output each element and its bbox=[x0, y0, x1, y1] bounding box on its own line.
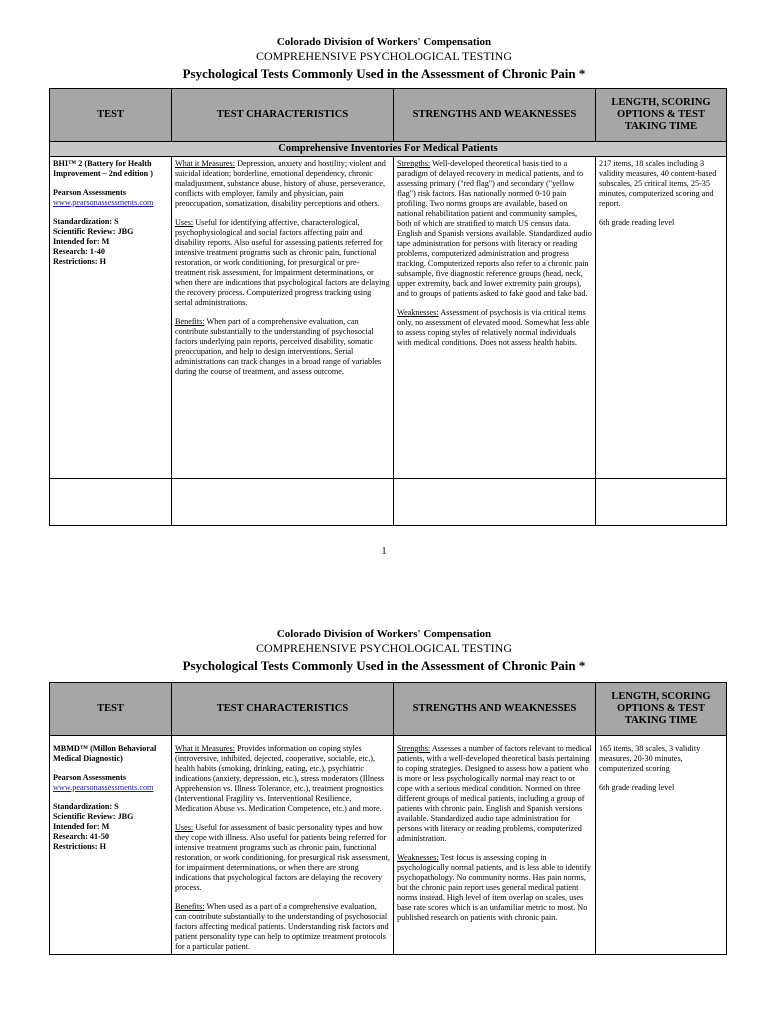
test-name: BHI™ 2 (Battery for Health Improvement – 2nd edition ) bbox=[53, 159, 153, 178]
reading-level: 6th grade reading level bbox=[599, 783, 675, 792]
col-header-characteristics: TEST CHARACTERISTICS bbox=[172, 89, 394, 142]
col-header-characteristics: TEST CHARACTERISTICS bbox=[172, 683, 394, 736]
org-name: Colorado Division of Workers' Compensation bbox=[276, 36, 492, 48]
weaknesses-label: Weaknesses: bbox=[397, 308, 439, 317]
standardization: Standardization: S bbox=[53, 802, 119, 811]
document-subtitle: COMPREHENSIVE PSYCHOLOGICAL TESTING bbox=[255, 49, 512, 63]
uses-text: Useful for assessment of basic personality types and how they cope with illness. Also useful for patients being referred for intensive treatment programs such as chronic pain, functional restoration, or work conditioning, for presurgical risk assessment, for impairment determinations, or when there are strong indications that psychological factors are delaying the recovery process. bbox=[175, 823, 390, 892]
document-title: Psychological Tests Commonly Used in the Assessment of Chronic Pain * bbox=[182, 66, 586, 81]
table-row bbox=[50, 157, 727, 479]
uses-label: Uses: bbox=[175, 218, 194, 227]
length-cell bbox=[596, 157, 727, 479]
page-header bbox=[0, 36, 768, 82]
measures-label: What it Measures: bbox=[175, 744, 236, 753]
measures-text: Depression, anxiety and hostility; violent and suicidal ideation; borderline, emotional dependency, chronic maladjustment, substance abuse, history of abuse, perseverance, conflicts with employer, family and physician, pain preoccupation, somatization, disability perceptions and others. bbox=[175, 159, 386, 208]
strengths-label: Strengths: bbox=[397, 159, 431, 168]
col-header-strengths: STRENGTHS AND WEAKNESSES bbox=[394, 683, 596, 736]
document-subtitle: COMPREHENSIVE PSYCHOLOGICAL TESTING bbox=[255, 641, 512, 655]
benefits-text: When part of a comprehensive evaluation, can contribute substantially to the understanding of psychosocial factors underlying pain reports, perceived disability, somatic preoccupation, and help to design interventions. Serial administrations can track changes in a broad range of variables during the course of treatment, and assess outcome. bbox=[175, 317, 382, 376]
publisher-link[interactable]: www.pearsonassessments.com bbox=[53, 783, 154, 792]
section-band-row bbox=[50, 142, 727, 157]
intended-for: Intended for: M bbox=[53, 237, 110, 246]
strengths-cell bbox=[394, 157, 596, 479]
col-header-length: LENGTH, SCORING OPTIONS & TEST TAKING TIME bbox=[596, 89, 727, 142]
publisher: Pearson Assessments bbox=[53, 773, 127, 782]
strengths-label: Strengths: bbox=[397, 744, 431, 753]
strengths-text: Well-developed theoretical basis tied to a paradigm of delayed recovery in medical patients, and to assessing primary ("red flag") and secondary ("yellow flag") risk factors. Has nationally normed 0-10 pain profiling. Two norms groups are available, based on national rehabilitation patient and community samples, both of which are stratified to match US census data. English and Spanish versions available. Standardized audio tape administration for persons with literacy or reading problems, computerized administration and progress tracking. Computerized reports also refer to a chronic pain subsample, five diagnostic reference groups (head, neck, upper extremity, back and lower extremity pain groups), and to groups of patients asked to fake good and fake bad. bbox=[397, 159, 592, 298]
restrictions: Restrictions: H bbox=[53, 257, 106, 266]
standardization: Standardization: S bbox=[53, 217, 119, 226]
research: Research: 1-40 bbox=[53, 247, 105, 256]
uses-text: Useful for identifying affective, characterological, psychophysiological and social factors affecting pain and disability reports. Also useful for assessing patients referred for intensive treatment programs such as chronic pain, functional restoration, or work conditioning, for presurgical or pre-treatment risk assessment, for impairment determinations, or when there are indications that psychological factors are delaying the recovery process. Computerized progress tracking using serial administrations. bbox=[175, 218, 390, 307]
restrictions: Restrictions: H bbox=[53, 842, 106, 851]
weaknesses-text: Test focus is assessing coping in psychologically normal patients, and is less able to identify psychopathology. No community norms. Has pain norms, but the chronic pain report uses general medical patient norms instead. High level of item overlap on scales, uses base rate scores which is an unfamiliar metric to most. No published research on patients with chronic pain. bbox=[397, 853, 591, 922]
col-header-strengths: STRENGTHS AND WEAKNESSES bbox=[394, 89, 596, 142]
tests-table bbox=[49, 88, 727, 526]
benefits-label: Benefits: bbox=[175, 317, 205, 326]
characteristics-cell bbox=[172, 736, 394, 955]
intended-for: Intended for: M bbox=[53, 822, 110, 831]
table-row bbox=[50, 736, 727, 955]
weaknesses-text: Assessment of psychosis is via critical items only, no assessment of elevated mood. Somewhat less able to assess coping styles of relatively normal individuals with medical conditions. Does not assess health habits. bbox=[397, 308, 590, 347]
test-name: MBMD™ (Millon Behavioral Medical Diagnostic) bbox=[53, 744, 157, 763]
empty-row bbox=[50, 479, 727, 526]
page-2 bbox=[0, 590, 768, 1024]
tests-table bbox=[49, 682, 727, 955]
page-number: 1 bbox=[381, 546, 387, 557]
scientific-review: Scientific Review: JBG bbox=[53, 227, 134, 236]
weaknesses-label: Weaknesses: bbox=[397, 853, 439, 862]
length-text: 217 items, 18 scales including 3 validity measures, 40 content-based subscales, 25 critical items, 25-35 minutes, computerized scoring and report. bbox=[599, 159, 717, 208]
col-header-length: LENGTH, SCORING OPTIONS & TEST TAKING TIME bbox=[596, 683, 727, 736]
characteristics-cell bbox=[172, 157, 394, 479]
length-text: 165 items, 38 scales, 3 validity measures, 20-30 minutes, computerized scoring bbox=[599, 744, 701, 773]
page-header bbox=[0, 628, 768, 674]
strengths-text: Assesses a number of factors relevant to medical patients, with a well-developed theoretical basis pertaining to coping strategies. Designed to assess how a patient who is more or less psychologically normal may react to or cope with a serious medical condition. Normed on three different groups of medical patients, including a group of patients with chronic pain. English and Spanish versions available. Standardized audio tape administration for persons with literacy or reading problems, computerized administration. bbox=[397, 744, 592, 843]
test-cell bbox=[50, 157, 172, 479]
test-cell bbox=[50, 736, 172, 955]
measures-text: Provides information on coping styles (introversive, inhibited, dejected, cooperative, sociable, etc.), health habits (smoking, drinking, eating, etc.), psychiatric indications (anxiety, depression, etc.), stress moderators (Illness Apprehension vs. Illness Tolerance, etc.), treatment prognostics (Interventional Fragility vs. Interventional Resilience, Medication Abuse vs. Medication Competence, etc.) and more. bbox=[175, 744, 385, 813]
reading-level: 6th grade reading level bbox=[599, 218, 675, 227]
section-band: Comprehensive Inventories For Medical Patients bbox=[50, 142, 727, 157]
column-header-row bbox=[50, 89, 727, 142]
benefits-label: Benefits: bbox=[175, 902, 205, 911]
document-title: Psychological Tests Commonly Used in the Assessment of Chronic Pain * bbox=[182, 658, 586, 673]
research: Research: 41-50 bbox=[53, 832, 110, 841]
measures-label: What it Measures: bbox=[175, 159, 236, 168]
col-header-test: TEST bbox=[50, 89, 172, 142]
uses-label: Uses: bbox=[175, 823, 194, 832]
length-cell bbox=[596, 736, 727, 955]
publisher-link[interactable]: www.pearsonassessments.com bbox=[53, 198, 154, 207]
strengths-cell bbox=[394, 736, 596, 955]
column-header-row bbox=[50, 683, 727, 736]
publisher: Pearson Assessments bbox=[53, 188, 127, 197]
scientific-review: Scientific Review: JBG bbox=[53, 812, 134, 821]
col-header-test: TEST bbox=[50, 683, 172, 736]
benefits-text: When used as a part of a comprehensive evaluation, can contribute substantially to the understanding of psychosocial factors affecting medical patients. Understanding risk factors and patient personality type can help to optimize treatment protocols for a particular patient. bbox=[175, 902, 389, 951]
org-name: Colorado Division of Workers' Compensation bbox=[276, 628, 492, 640]
